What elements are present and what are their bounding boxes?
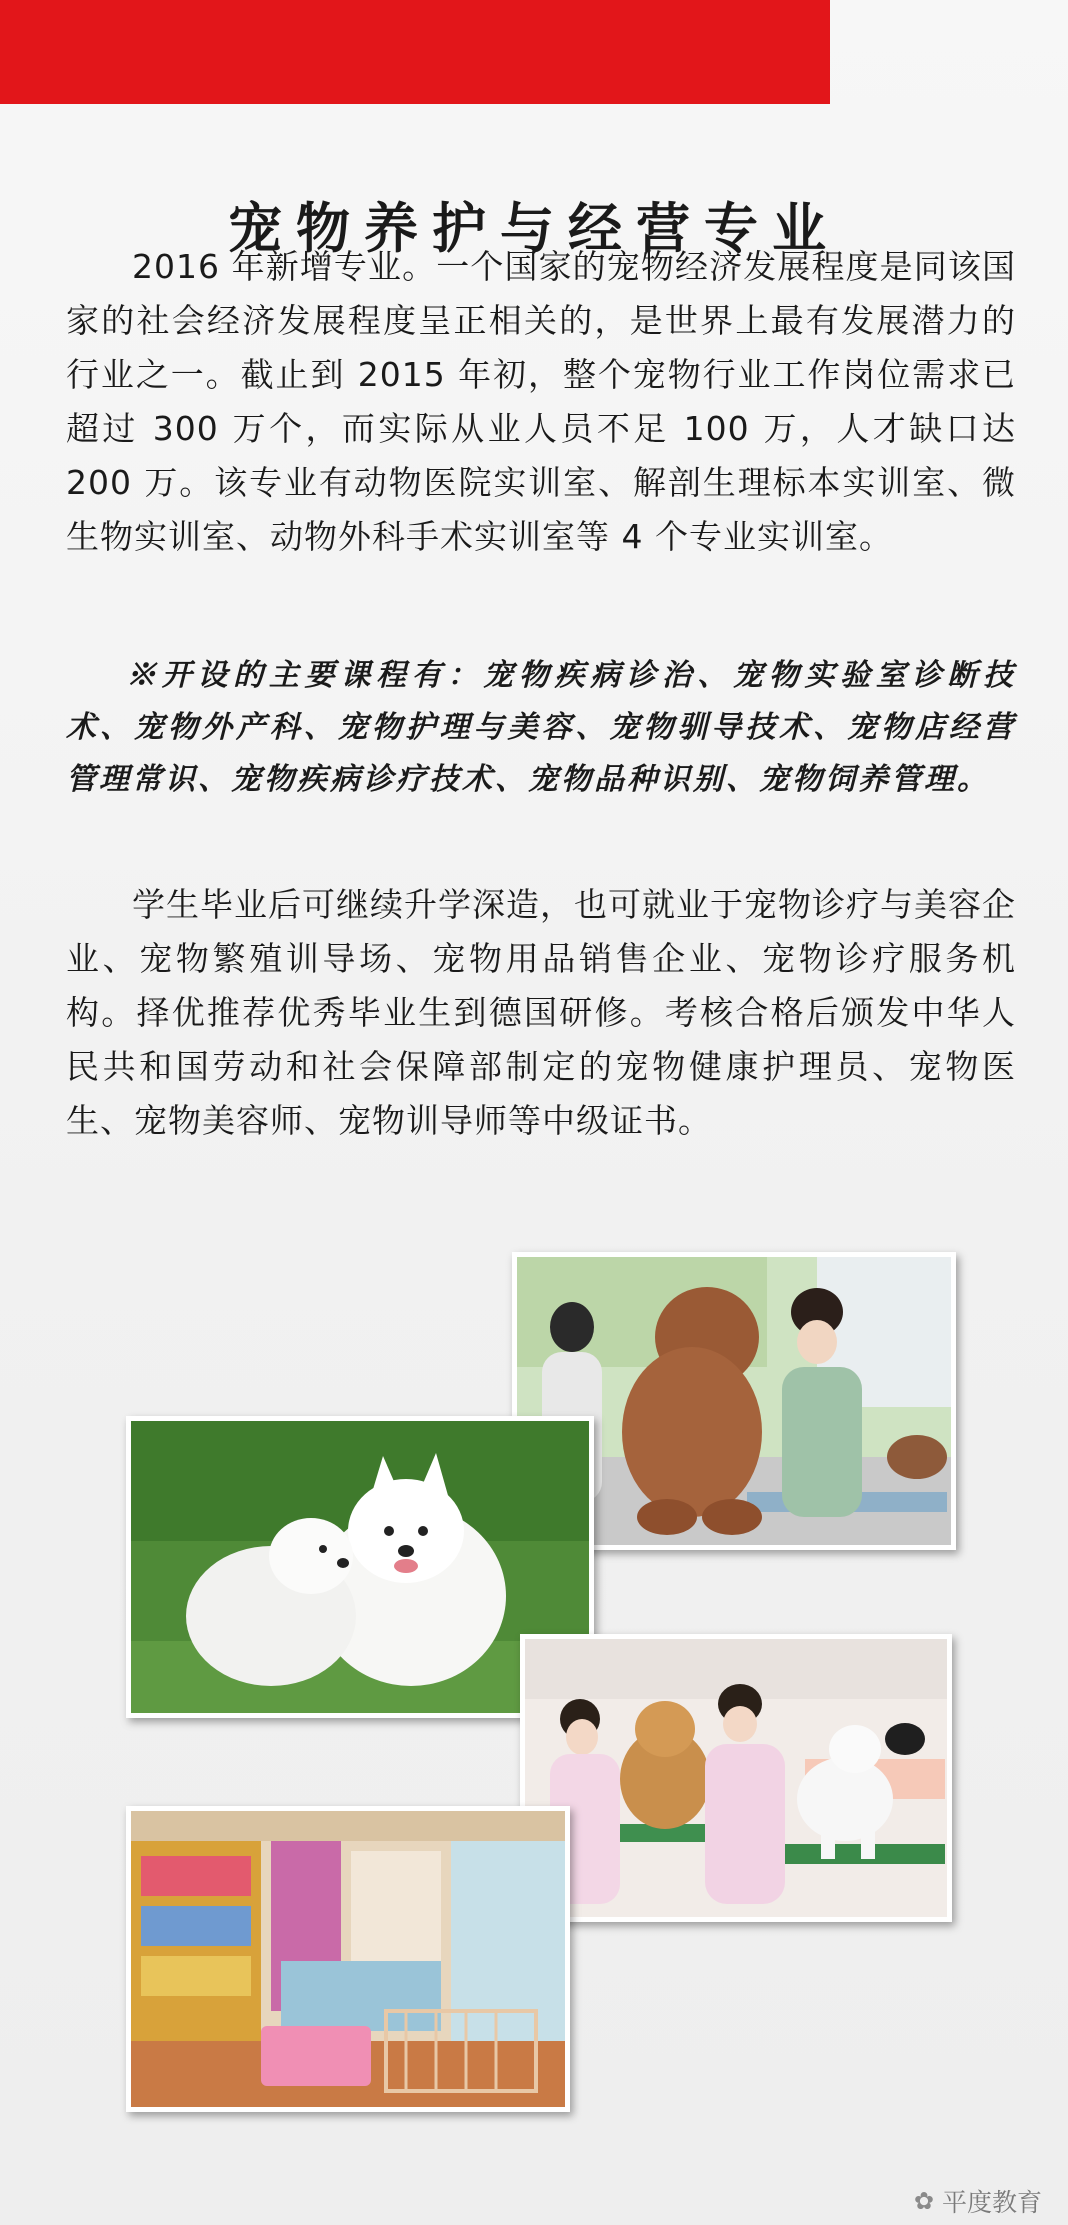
page-title: 宠物养护与经营专业 xyxy=(228,196,840,261)
header-red-bar xyxy=(0,0,830,104)
watermark xyxy=(914,2183,1042,2219)
photo-grooming-salon xyxy=(520,1634,952,1922)
photo-pet-shop xyxy=(126,1806,570,2112)
intro-paragraph: 2016 年新增专业。一个国家的宠物经济发展程度是同该国家的社会经济发展程度呈正相关的，是世界上最有发展潜力的行业之一。截止到 2015 年初，整个宠物行业工作岗位需求已超过 300 万个，而实际从业人员不足 100 万，人才缺口达 200 万。该专业有动物医院实训室、解剖生理标本实训室、微生物实训室、动物外科手术实训室等 4 个专业实训室。 xyxy=(66,247,1016,556)
wechat-icon: ✿ xyxy=(913,2187,934,2215)
courses-paragraph: ※开设的主要课程有：宠物疾病诊治、宠物实验室诊断技术、宠物外产科、宠物护理与美容、宠物驯导技术、宠物店经营管理常识、宠物疾病诊疗技术、宠物品种识别、宠物饲养管理。 xyxy=(66,658,1016,797)
watermark-text: 平度教育 xyxy=(941,2188,1042,2217)
careers-paragraph: 学生毕业后可继续升学深造，也可就业于宠物诊疗与美容企业、宠物繁殖训导场、宠物用品销售企业、宠物诊疗服务机构。择优推荐优秀毕业生到德国研修。考核合格后颁发中华人民共和国劳动和社会保障部制定的宠物健康护理员、宠物医生、宠物美容师、宠物训导师等中级证书。 xyxy=(66,885,1016,1140)
